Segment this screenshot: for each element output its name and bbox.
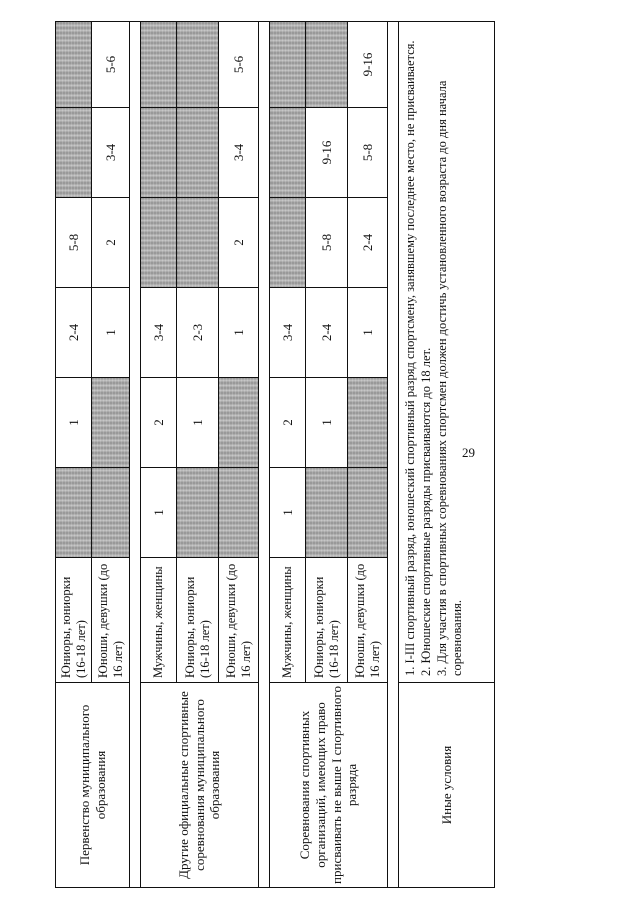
shaded-cell [306,468,348,558]
section-title: Первенство муниципального образования [56,683,130,888]
place-cell: 5-8 [306,198,348,288]
place-cell: 5-6 [92,22,130,108]
age-group-cell: Юниоры, юниорки (16-18 лет) [306,558,348,683]
shaded-cell [56,108,92,198]
place-cell: 1 [348,288,388,378]
other-conditions-row [399,22,495,888]
place-cell: 5-6 [219,22,259,108]
age-group-cell: Юноши, девушки (до 16 лет) [219,558,259,683]
place-cell: 9-16 [348,22,388,108]
section-separator [388,22,399,888]
separator-cell [259,22,270,888]
page-number: 29 [462,445,475,460]
age-group-cell: Мужчины, женщины [141,558,177,683]
shaded-cell [92,468,130,558]
place-cell: 1 [92,288,130,378]
place-cell: 2-4 [306,288,348,378]
shaded-cell [141,198,177,288]
place-cell: 3-4 [141,288,177,378]
shaded-cell [348,378,388,468]
shaded-cell [306,22,348,108]
place-cell: 2-3 [177,288,219,378]
place-cell: 1 [177,378,219,468]
place-cell: 1 [306,378,348,468]
note-item: 3. Для участия в спортивных соревнованиях спортсмен должен достичь установленного возраста до дня начала соревнования. [435,80,464,676]
notes-cell [399,22,495,683]
place-cell: 3-4 [92,108,130,198]
separator-cell [130,22,141,888]
place-cell: 2 [219,198,259,288]
table-body [56,22,495,888]
shaded-cell [270,198,306,288]
shaded-cell [56,22,92,108]
place-cell: 2-4 [56,288,92,378]
section-separator [130,22,141,888]
shaded-cell [141,22,177,108]
place-cell: 3-4 [219,108,259,198]
note-item: 1. I-III спортивный разряд, юношеский спортивный разряд спортсмену, занявшему последнее место, не присваивается. [403,40,417,676]
section-separator [259,22,270,888]
table-row [56,22,92,888]
place-cell: 1 [56,378,92,468]
rank-table [55,21,495,888]
age-group-cell: Юниоры, юниорки (16-18 лет) [56,558,92,683]
shaded-cell [219,468,259,558]
section-title: Соревнования спортивных организаций, имеющих право присваивать не выше I спортивного разряда [270,683,388,888]
section-title: Другие официальные спортивные соревнования муниципального образования [141,683,259,888]
place-cell: 9-16 [306,108,348,198]
shaded-cell [92,378,130,468]
age-group-cell: Юноши, девушки (до 16 лет) [92,558,130,683]
other-conditions-label: Иные условия [399,683,495,888]
shaded-cell [141,108,177,198]
separator-cell [388,22,399,888]
note-item: 2. Юношеские спортивные разряды присваиваются до 18 лет. [419,347,433,676]
age-group-cell: Мужчины, женщины [270,558,306,683]
shaded-cell [270,108,306,198]
shaded-cell [177,468,219,558]
place-cell: 2 [92,198,130,288]
place-cell: 5-8 [348,108,388,198]
age-group-cell: Юниоры, юниорки (16-18 лет) [177,558,219,683]
rotated-page [55,22,495,888]
table-row [270,22,306,888]
place-cell: 2 [270,378,306,468]
age-group-cell: Юноши, девушки (до 16 лет) [348,558,388,683]
table-row [141,22,177,888]
shaded-cell [348,468,388,558]
shaded-cell [270,22,306,108]
shaded-cell [219,378,259,468]
place-cell: 1 [270,468,306,558]
place-cell: 2-4 [348,198,388,288]
place-cell: 3-4 [270,288,306,378]
place-cell: 1 [219,288,259,378]
shaded-cell [177,22,219,108]
shaded-cell [177,108,219,198]
shaded-cell [177,198,219,288]
place-cell: 2 [141,378,177,468]
place-cell: 5-8 [56,198,92,288]
place-cell: 1 [141,468,177,558]
shaded-cell [56,468,92,558]
